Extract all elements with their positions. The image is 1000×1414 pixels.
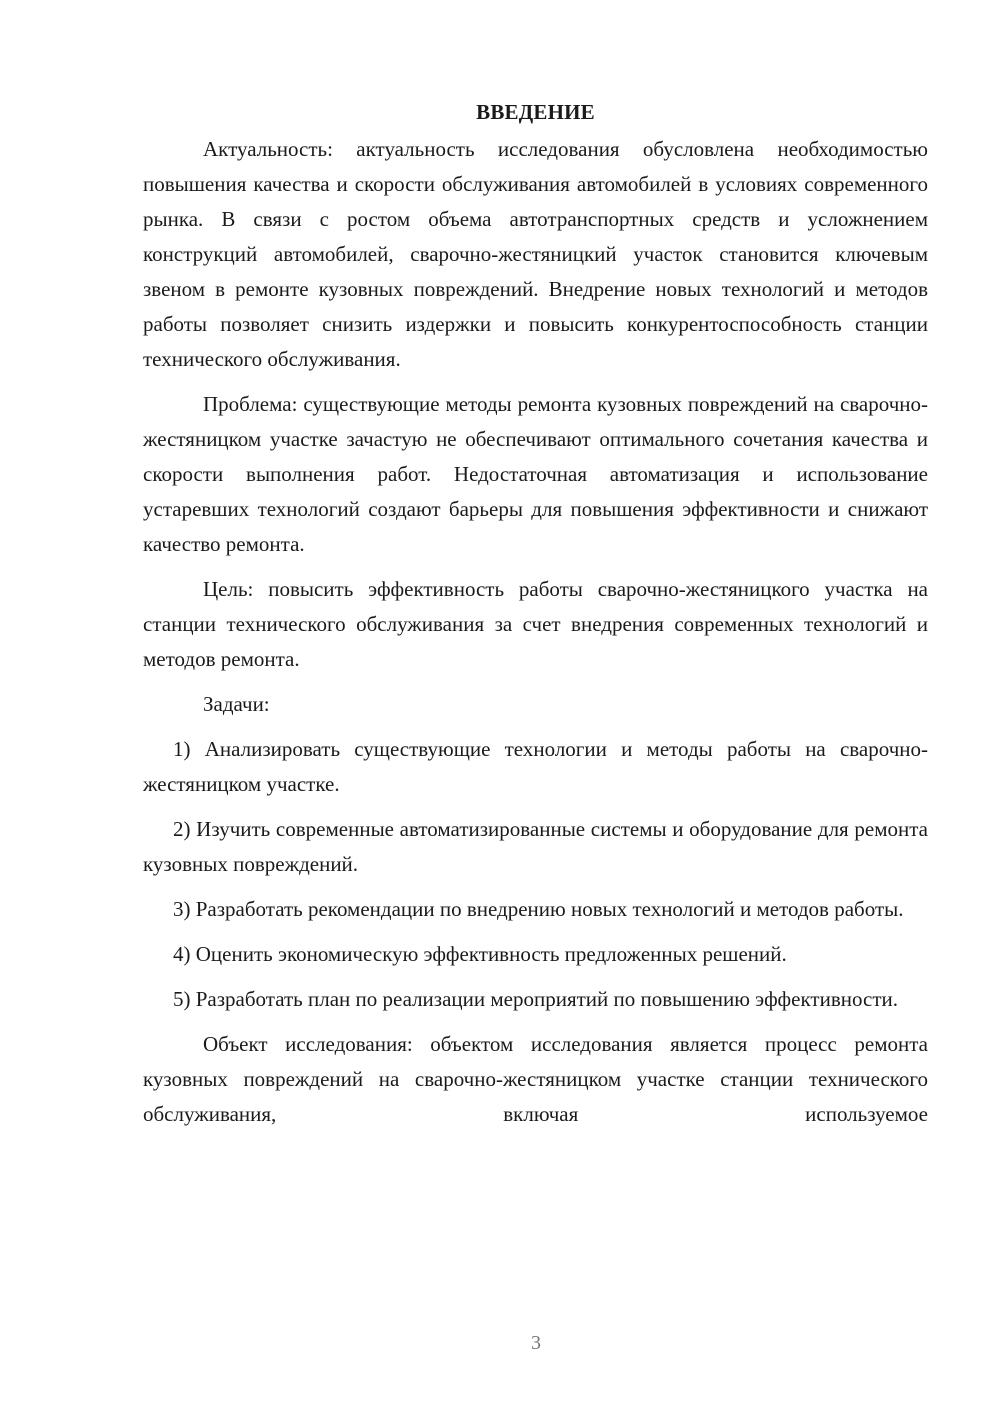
- task-item-2: 2) Изучить современные автоматизированные системы и оборудование для ремонта кузовных повреждений.: [143, 817, 928, 876]
- task-item-5: 5) Разработать план по реализации мероприятий по повышению эффективности.: [173, 987, 898, 1011]
- paragraph-object: Объект исследования: объектом исследования является процесс ремонта кузовных повреждений на сварочно-жестяницком участке станции технического обслуживания, включая используемое: [143, 1032, 928, 1126]
- paragraph-tasks-heading: Задачи:: [203, 692, 270, 716]
- page-number: 3: [531, 1332, 541, 1354]
- task-item-3: 3) Разработать рекомендации по внедрению новых технологий и методов работы.: [173, 897, 904, 921]
- document-body: [143, 95, 928, 1142]
- task-item-1: 1) Анализировать существующие технологии и методы работы на сварочно-жестяницком участке.: [143, 737, 928, 796]
- paragraph-problem: Проблема: существующие методы ремонта кузовных повреждений на сварочно-жестяницком участке зачастую не обеспечивают оптимального сочетания качества и скорости выполнения работ. Недостаточная автоматизация и использование устаревших технологий создают барьеры для повышения эффективности и снижают качество ремонта.: [143, 392, 928, 556]
- section-title: ВВЕДЕНИЕ: [476, 100, 595, 124]
- task-item-4: 4) Оценить экономическую эффективность предложенных решений.: [173, 942, 787, 966]
- paragraph-relevance: Актуальность: актуальность исследования обусловлена необходимостью повышения качества и скорости обслуживания автомобилей в условиях современного рынка. В связи с ростом объема автотранспортных средств и усложнением конструкций автомобилей, сварочно-жестяницкий участок становится ключевым звеном в ремонте кузовных повреждений. Внедрение новых технологий и методов работы позволяет снизить издержки и повысить конкурентоспособность станции технического обслуживания.: [143, 137, 928, 371]
- paragraph-goal: Цель: повысить эффективность работы сварочно-жестяницкого участка на станции технического обслуживания за счет внедрения современных технологий и методов ремонта.: [143, 577, 928, 671]
